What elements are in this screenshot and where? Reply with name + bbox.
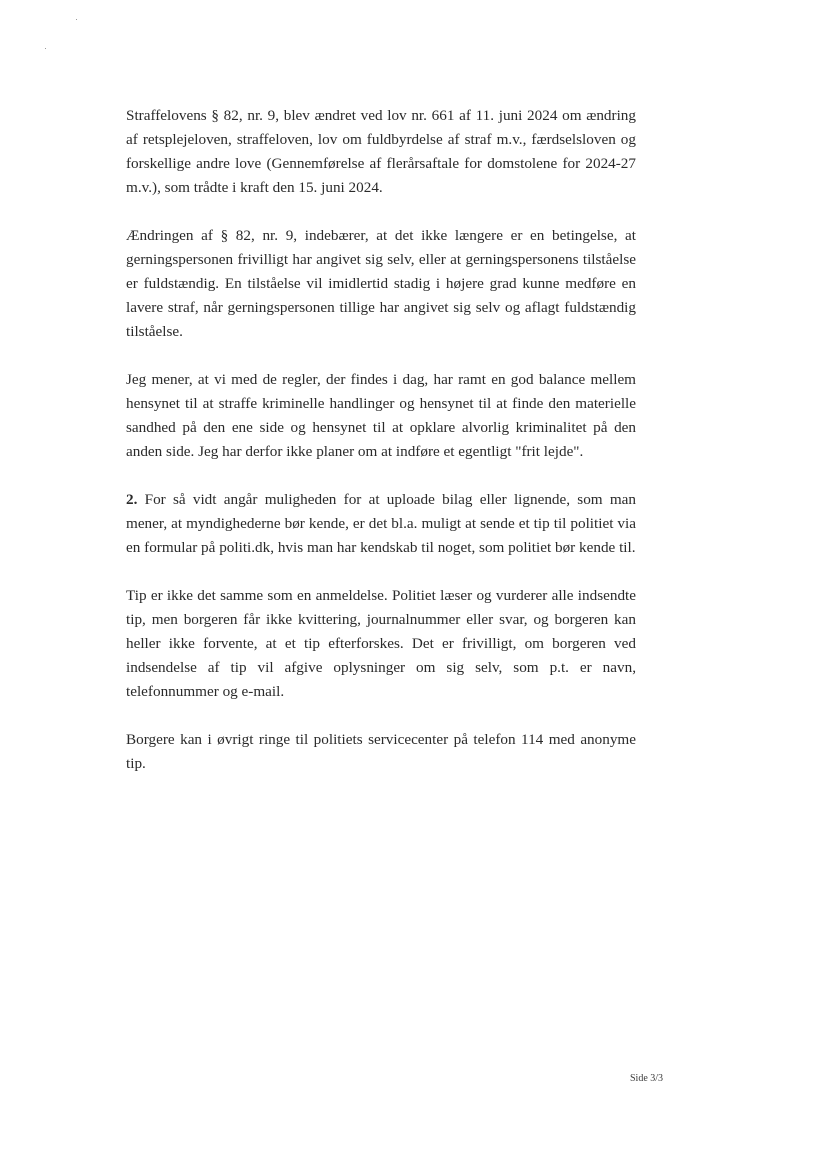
section-number: 2. xyxy=(126,491,138,508)
paragraph-text: Borgere kan i øvrigt ringe til politiets servicecenter på telefon 114 med anonyme tip. xyxy=(126,731,636,772)
paragraph-balance-opinion xyxy=(126,368,636,464)
page-number: Side 3/3 xyxy=(630,1073,664,1084)
paragraph-text: Straffelovens § 82, nr. 9, blev ændret ved lov nr. 661 af 11. juni 2024 om ændring af retsplejeloven, straffeloven, lov om fuldbyrdelse af straf m.v., færdselsloven og forskellige andre love (Gennemførelse af flerårsaftale for domstolene for 2024-27 m.v.), som trådte i kraft den 15. juni 2024. xyxy=(126,107,636,196)
paragraph-text: Tip er ikke det samme som en anmeldelse. Politiet læser og vurderer alle indsendte tip, men borgeren får ikke kvittering, journalnummer eller svar, og borgeren kan heller ikke forvente, at et tip efterforskes. Det er frivilligt, om borgeren ved indsendelse af tip vil afgive oplysninger om sig selv, som p.t. er navn, telefonnummer og e-mail. xyxy=(126,587,636,700)
letter-body xyxy=(126,104,636,800)
paragraph-service-center xyxy=(126,728,636,776)
paragraph-amendment-effect xyxy=(126,224,636,344)
paragraph-upload-tip xyxy=(126,488,636,560)
paragraph-law-amendment xyxy=(126,104,636,200)
paragraph-text: Ændringen af § 82, nr. 9, indebærer, at det ikke længere er en betingelse, at gerningspersonen frivilligt har angivet sig selv, eller at gerningspersonens tilståelse er fuldstændig. En tilståelse vil imidlertid stadig i højere grad kunne medføre en lavere straf, når gerningspersonen tillige har angivet sig selv og aflagt fuldstændig tilståelse. xyxy=(126,227,636,340)
scan-speck xyxy=(76,19,77,20)
paragraph-text: Jeg mener, at vi med de regler, der findes i dag, har ramt en god balance mellem hensynet til at straffe kriminelle handlinger og hensynet til at finde den materielle sandhed på den ene side og hensynet til at opklare alvorlig kriminalitet på den anden side. Jeg har derfor ikke planer om at indføre et egentligt "frit lejde". xyxy=(126,371,636,460)
paragraph-tip-vs-report xyxy=(126,584,636,704)
paragraph-text: For så vidt angår muligheden for at uploade bilag eller lignende, som man mener, at myndighederne bør kende, er det bl.a. muligt at sende et tip til politiet via en formular på politi.dk, hvis man har kendskab til noget, som politiet bør kende til. xyxy=(126,491,636,556)
scan-speck xyxy=(45,48,46,49)
